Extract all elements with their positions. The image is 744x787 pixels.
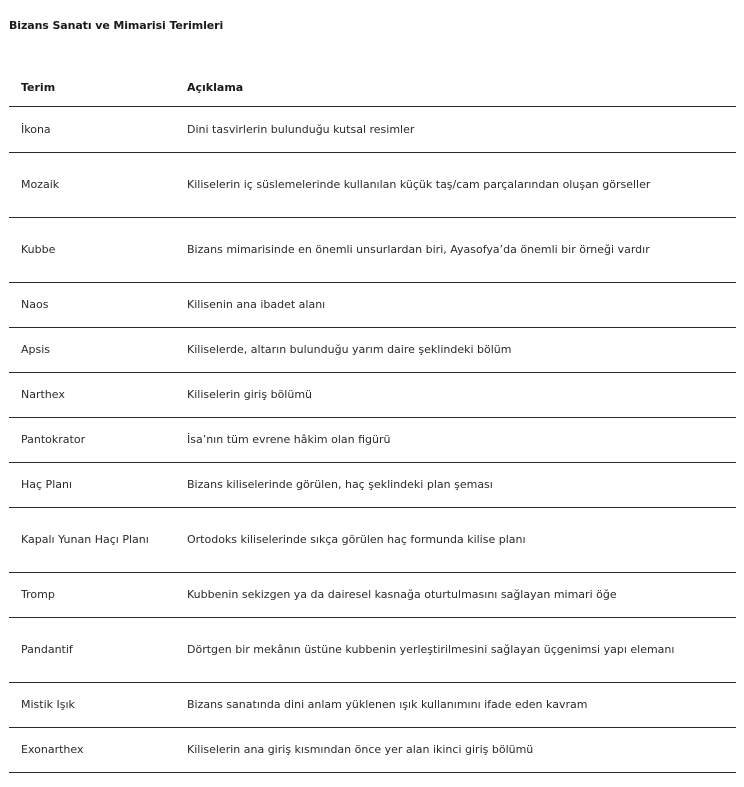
table-row	[9, 508, 736, 573]
table-row	[9, 683, 736, 728]
table-row	[9, 218, 736, 283]
description-cell: Kiliselerin giriş bölümü	[175, 373, 736, 418]
term-cell: Naos	[9, 283, 175, 328]
description-cell: Kubbenin sekizgen ya da dairesel kasnağa oturtulmasını sağlayan mimari öğe	[175, 573, 736, 618]
description-cell: Kiliselerin ana giriş kısmından önce yer alan ikinci giriş bölümü	[175, 728, 736, 773]
term-cell: Pantokrator	[9, 418, 175, 463]
term-cell: Haç Planı	[9, 463, 175, 508]
table-row	[9, 618, 736, 683]
page-title: Bizans Sanatı ve Mimarisi Terimleri	[9, 19, 224, 32]
term-cell: Tromp	[9, 573, 175, 618]
table-header-row	[9, 68, 736, 107]
description-cell: Kiliselerde, altarın bulunduğu yarım daire şeklindeki bölüm	[175, 328, 736, 373]
description-cell: Bizans sanatında dini anlam yüklenen ışık kullanımını ifade eden kavram	[175, 683, 736, 728]
description-cell: Ortodoks kiliselerinde sıkça görülen haç formunda kilise planı	[175, 508, 736, 573]
table-row	[9, 107, 736, 153]
table-row	[9, 328, 736, 373]
term-cell: Mistik Işık	[9, 683, 175, 728]
term-cell: İkona	[9, 107, 175, 153]
description-cell: Dörtgen bir mekânın üstüne kubbenin yerleştirilmesini sağlayan üçgenimsi yapı elemanı	[175, 618, 736, 683]
term-cell: Pandantif	[9, 618, 175, 683]
description-cell: Bizans kiliselerinde görülen, haç şeklindeki plan şeması	[175, 463, 736, 508]
description-cell: Kiliselerin iç süslemelerinde kullanılan küçük taş/cam parçalarından oluşan görseller	[175, 153, 736, 218]
description-cell: İsa’nın tüm evrene hâkim olan figürü	[175, 418, 736, 463]
column-header-description: Açıklama	[175, 68, 736, 107]
table-row	[9, 153, 736, 218]
table-row	[9, 463, 736, 508]
table-row	[9, 373, 736, 418]
table-row	[9, 283, 736, 328]
description-cell: Kilisenin ana ibadet alanı	[175, 283, 736, 328]
term-cell: Kubbe	[9, 218, 175, 283]
description-cell: Bizans mimarisinde en önemli unsurlardan biri, Ayasofya’da önemli bir örneği vardır	[175, 218, 736, 283]
table-row	[9, 418, 736, 463]
column-header-term: Terim	[9, 68, 175, 107]
term-cell: Apsis	[9, 328, 175, 373]
term-cell: Kapalı Yunan Haçı Planı	[9, 508, 175, 573]
table-row	[9, 573, 736, 618]
terms-table	[9, 68, 736, 773]
term-cell: Mozaik	[9, 153, 175, 218]
description-cell: Dini tasvirlerin bulunduğu kutsal resimler	[175, 107, 736, 153]
term-cell: Exonarthex	[9, 728, 175, 773]
table-row	[9, 728, 736, 773]
term-cell: Narthex	[9, 373, 175, 418]
